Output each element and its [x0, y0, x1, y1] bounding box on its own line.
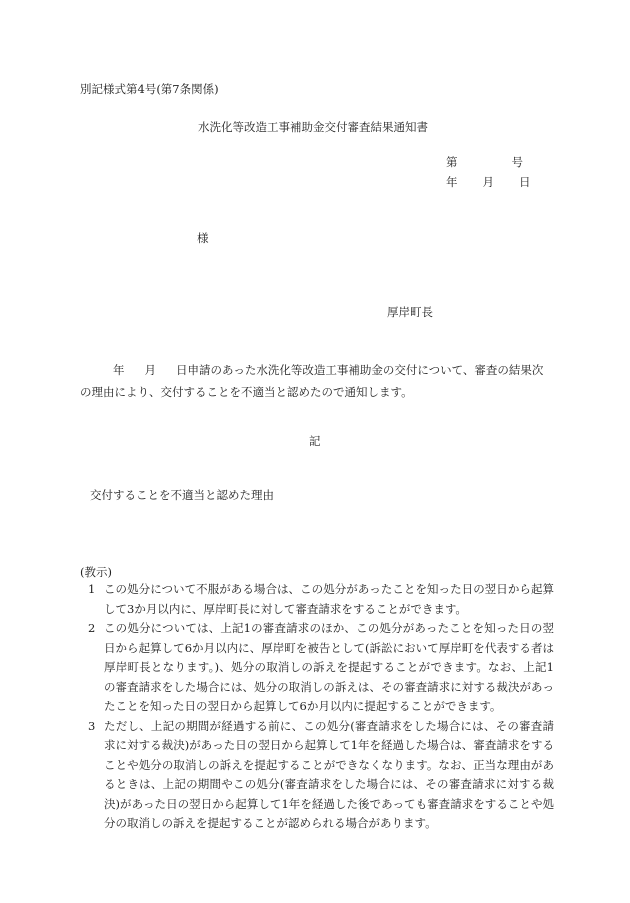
instructions-list [80, 580, 554, 834]
document-number [446, 157, 523, 169]
instruction-item [88, 717, 554, 834]
instruction-number: 2 [88, 621, 96, 635]
notice-body [80, 359, 552, 403]
body-text: 日申請のあった水洗化等改造工事補助金の交付について、審査の結果次の理由により、交付することを不適当と認めたので通知します。 [80, 363, 544, 399]
document-title: 水洗化等改造工事補助金交付審査結果通知書 [198, 120, 428, 134]
instructions-heading: (教示) [80, 565, 112, 579]
instruction-item [88, 580, 554, 619]
instruction-text: この処分については、上記1の審査請求のほか、この処分があったことを知った日の翌日から起算して6か月以内に、厚岸町を被告として(訴訟において厚岸町を代表する者は厚岸町長となります。)、処分の取消しの訴えを提起することができます。なお、上記1の審査請求をした場合には、処分の取消しの訴えは、その審査請求に対する裁決があったことを知った日の翌日から起算して6か月以内に提起することができます。 [104, 621, 554, 713]
instruction-item [88, 619, 554, 717]
form-number: 別記様式第4号(第7条関係) [80, 82, 219, 96]
instruction-text: この処分について不服がある場合は、この処分があったことを知った日の翌日から起算して3か月以内に、厚岸町長に対して審査請求をすることができます。 [104, 582, 554, 616]
ki-heading: 記 [309, 434, 321, 448]
instruction-number: 1 [88, 582, 96, 596]
date-day: 日 [519, 175, 531, 189]
issue-date [446, 177, 531, 189]
doc-number-suffix: 号 [511, 155, 523, 169]
date-year: 年 [446, 175, 458, 189]
body-month: 月 [144, 363, 156, 377]
doc-number-prefix: 第 [446, 155, 458, 169]
date-month: 月 [482, 175, 494, 189]
recipient-honorific: 様 [197, 231, 209, 245]
sender-name: 厚岸町長 [387, 305, 433, 319]
reason-heading: 交付することを不適当と認めた理由 [90, 488, 274, 502]
instruction-text: ただし、上記の期間が経過する前に、この処分(審査請求をした場合には、その審査請求に対する裁決)があった日の翌日から起算して1年を経過した場合は、審査請求をすることや処分の取消しの訴えを提起することができなくなります。なお、正当な理由があるときは、上記の期間やこの処分(審査請求をした場合には、その審査請求に対する裁決)があった日の翌日から起算して1年を経過した後であっても審査請求をすることや処分の取消しの訴えを提起することが認められる場合があります。 [104, 718, 554, 830]
body-year: 年 [113, 363, 125, 377]
instruction-number: 3 [88, 718, 96, 733]
